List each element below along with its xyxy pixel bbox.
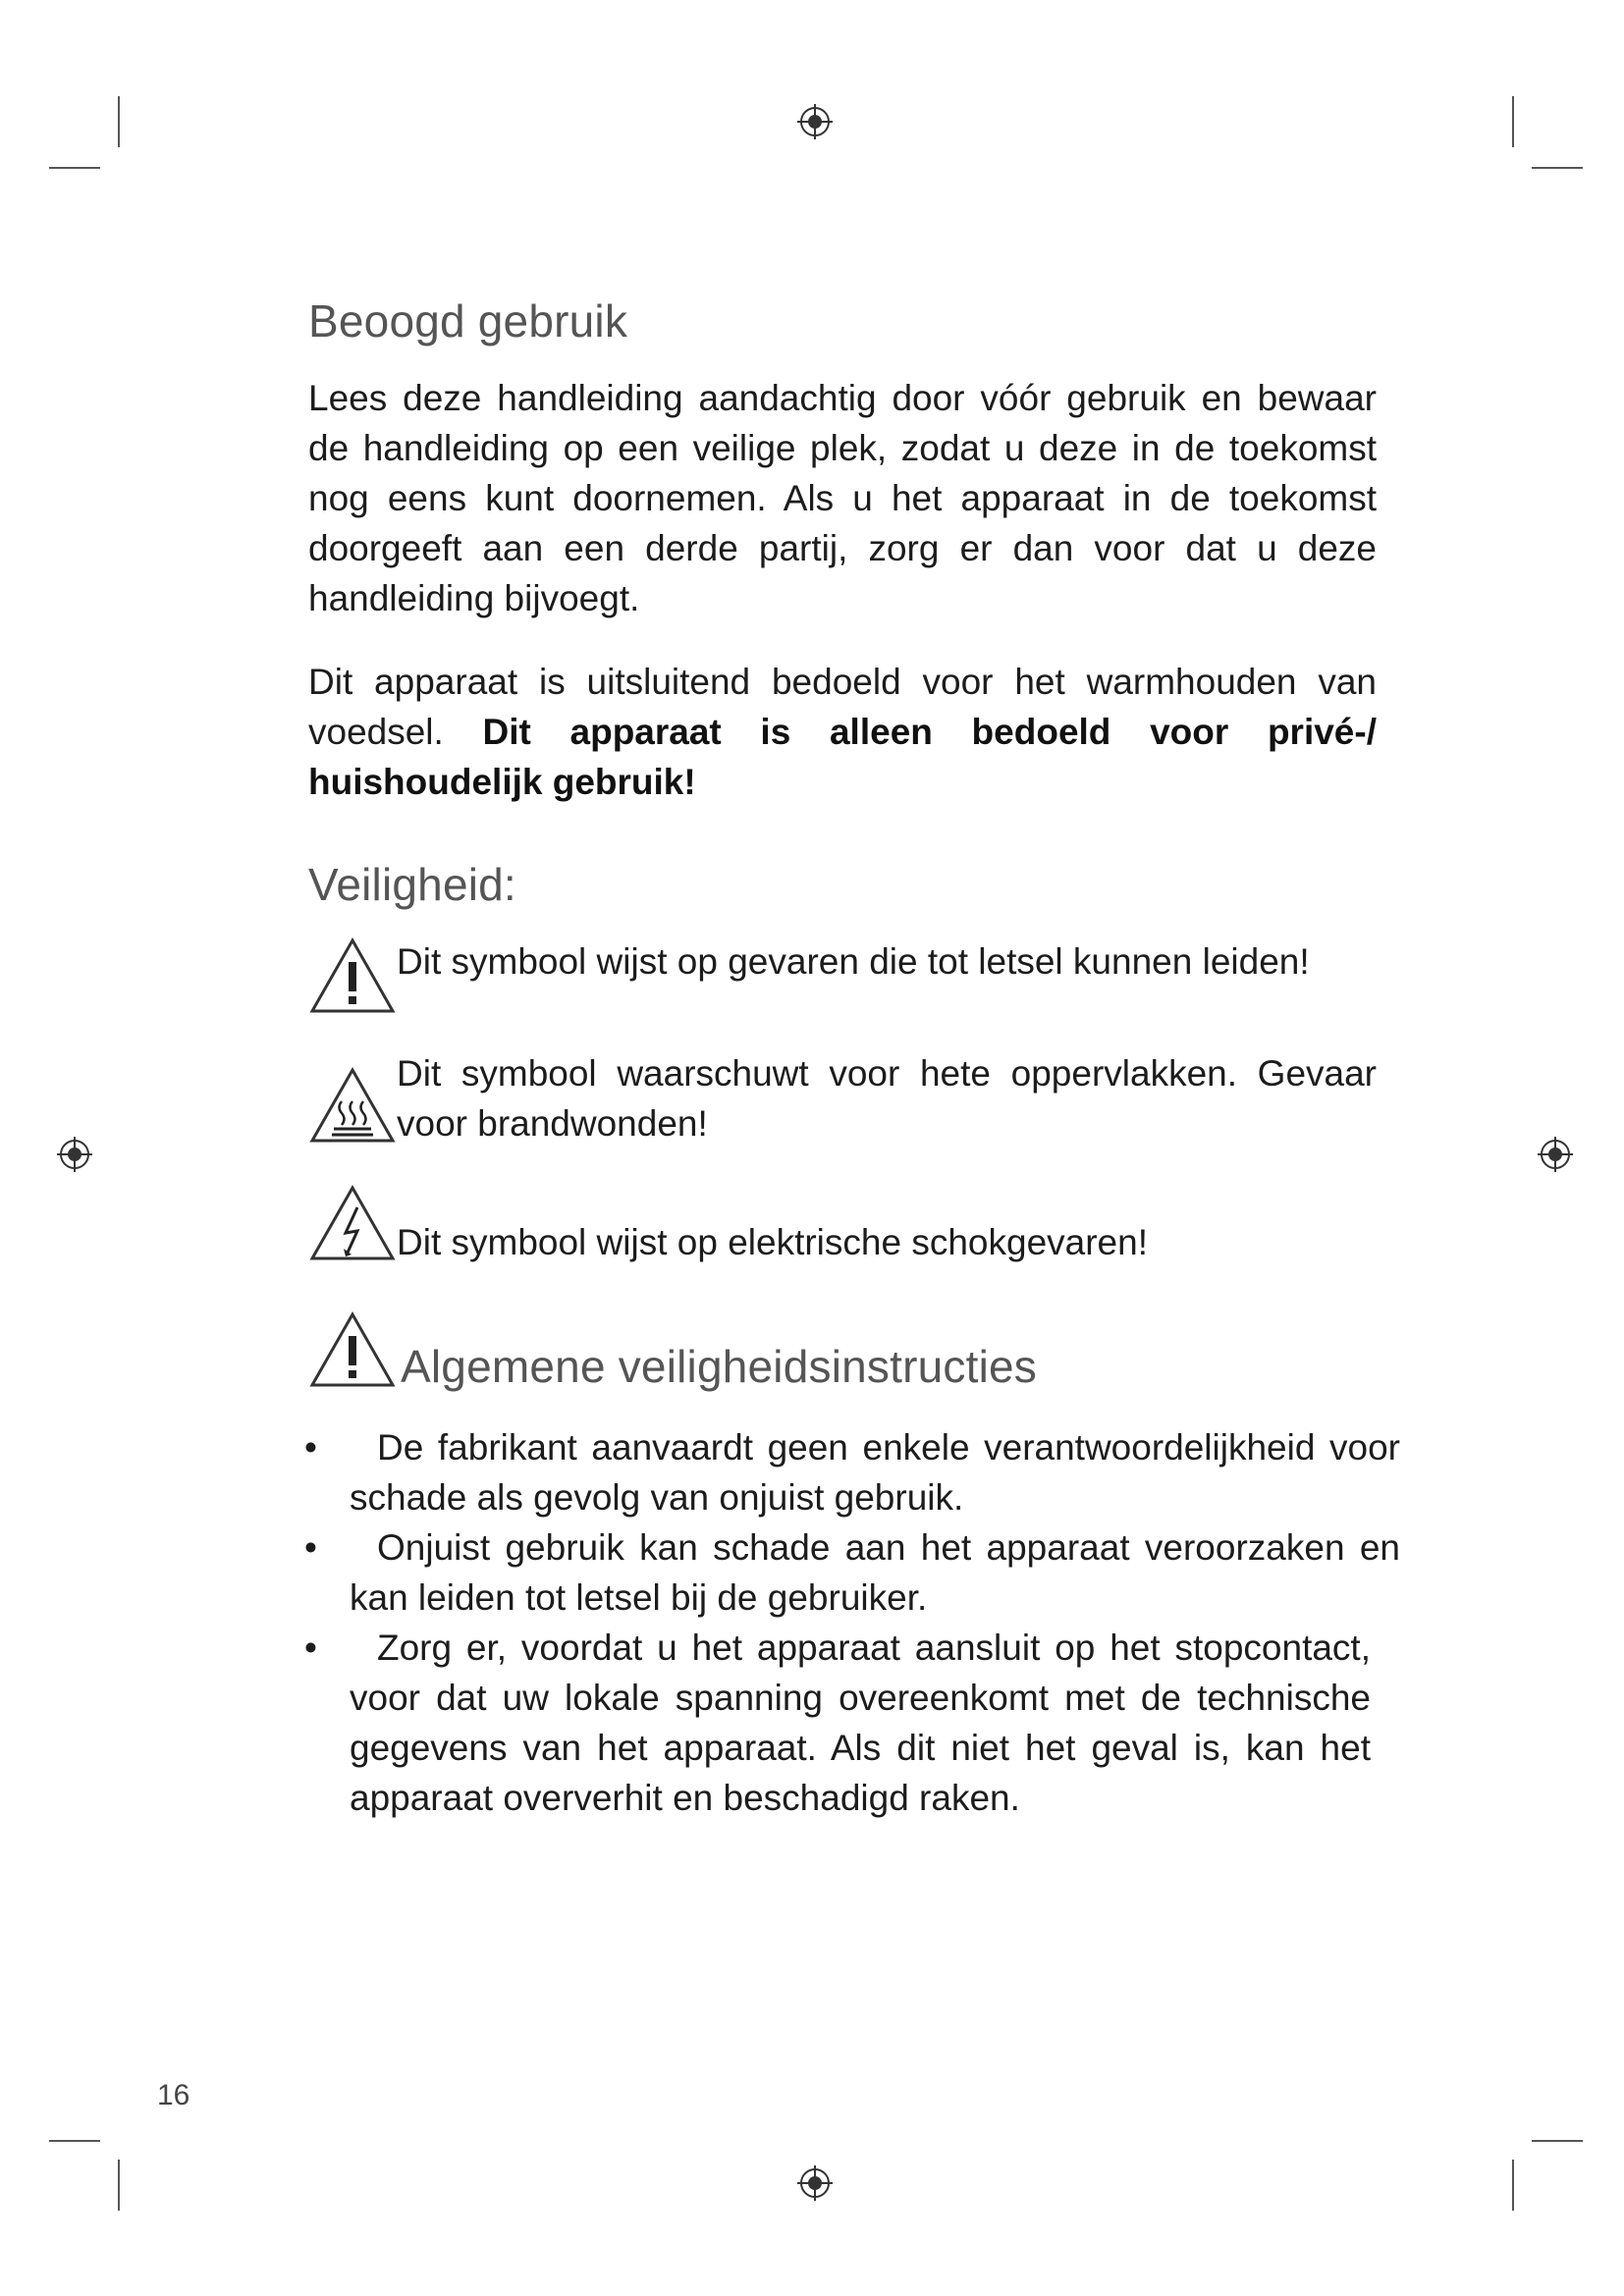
safety-symbol-text-electric: Dit symbool wijst op elektrische schokgevaren! bbox=[397, 1222, 1148, 1262]
hot-surface-icon bbox=[308, 1066, 397, 1145]
crop-mark-top-left-vertical bbox=[118, 96, 120, 147]
safety-symbol-text-injury: Dit symbool wijst op gevaren die tot letsel kunnen leiden! bbox=[397, 941, 1310, 982]
safety-symbol-row-electric bbox=[308, 1196, 1377, 1267]
electric-shock-icon bbox=[308, 1184, 397, 1262]
registration-mark-left-icon bbox=[55, 1135, 94, 1174]
intended-use-paragraph-2-bold: Dit apparaat is alleen bedoeld voor privé-/ huishoudelijk gebruik! bbox=[308, 712, 1377, 802]
list-item bbox=[302, 1522, 1400, 1623]
crop-mark-bottom-left-horizontal bbox=[49, 2140, 100, 2142]
safety-symbol-row-hot bbox=[308, 1048, 1377, 1148]
bullet-icon: • bbox=[304, 1628, 317, 1668]
registration-mark-top-icon bbox=[795, 102, 835, 141]
intended-use-paragraph-1: Lees deze handleiding aandachtig door vóór gebruik en bewaar de handleiding op een veilige plek, zodat u deze in de toekomst nog eens kunt doornemen. Als u het apparaat in de toekomst doorgeeft aan een derde partij, zorg er dan voor dat u deze handleiding bijvoegt. bbox=[308, 378, 1377, 618]
intended-use-title: Beoogd gebruik bbox=[308, 295, 628, 347]
crop-mark-top-right-horizontal bbox=[1532, 167, 1583, 169]
list-item-text: De fabrikant aanvaardt geen enkele verantwoordelijkheid voor schade als gevolg van onjuist gebruik. bbox=[350, 1427, 1400, 1518]
safety-title: Veiligheid: bbox=[308, 859, 516, 910]
warning-exclamation-icon bbox=[308, 936, 397, 1015]
crop-mark-bottom-right-vertical bbox=[1512, 2160, 1514, 2211]
list-item-text: Zorg er, voordat u het apparaat aansluit op het stopcontact, voor dat uw lokale spanning overeenkomt met de technische gegevens van het apparaat. Als dit niet het geval is, kan het apparaat oververhit en beschadigd raken. bbox=[350, 1628, 1371, 1818]
page-number: 16 bbox=[157, 2079, 190, 2111]
main-content bbox=[304, 294, 1400, 1823]
crop-mark-bottom-left-vertical bbox=[118, 2160, 120, 2211]
list-item-text: Onjuist gebruik kan schade aan het apparaat veroorzaken en kan leiden tot letsel bij de gebruiker. bbox=[350, 1527, 1400, 1618]
crop-mark-bottom-right-horizontal bbox=[1532, 2140, 1583, 2142]
list-item bbox=[302, 1623, 1400, 1823]
crop-mark-top-left-horizontal bbox=[49, 167, 100, 169]
registration-mark-bottom-icon bbox=[795, 2163, 835, 2203]
list-item bbox=[302, 1422, 1400, 1522]
bullet-icon: • bbox=[304, 1527, 317, 1568]
intended-use-paragraph-2 bbox=[308, 657, 1377, 807]
crop-mark-top-right-vertical bbox=[1512, 96, 1514, 147]
bullet-icon: • bbox=[304, 1427, 317, 1468]
general-safety-title: Algemene veiligheidsinstructies bbox=[401, 1341, 1037, 1392]
safety-symbol-row-injury bbox=[308, 936, 1377, 1015]
registration-mark-right-icon bbox=[1536, 1135, 1575, 1174]
safety-symbol-text-hot: Dit symbool waarschuwt voor hete oppervlakken. Gevaar voor brandwonden! bbox=[397, 1053, 1377, 1144]
general-safety-heading-row bbox=[308, 1310, 1377, 1392]
general-safety-list bbox=[302, 1422, 1400, 1823]
intended-use-paragraph-2-normal: Dit apparaat is uitsluitend bedoeld voor het warmhouden van voedsel. bbox=[308, 662, 1377, 752]
warning-exclamation-icon bbox=[308, 1310, 397, 1389]
